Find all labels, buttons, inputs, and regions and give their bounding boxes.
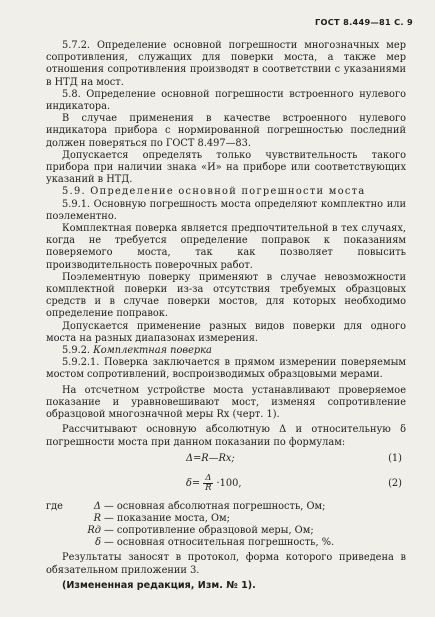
definition-symbol: Δ (93, 500, 101, 512)
section-heading-5-9-2 (46, 345, 406, 357)
formula-1-expression: Δ=R—Rх; (186, 452, 235, 464)
paragraph-5-9-1: 5.9.1. Основную погрешность моста определяют комплектно или поэлементно. (46, 198, 406, 222)
definition-symbol: R (93, 512, 101, 524)
paragraph-complete-verification: Комплектная поверка является предпочтительной в тех случаях, когда не требуется определение поправок к показаниям поверяемого моста, так как позволяет повысить производительность поверочных работ. (46, 223, 406, 271)
paragraph-calculation: Рассчитывают основную абсолютную Δ и относительную δ погрешности моста при данном показании по формулам: (46, 424, 406, 448)
definition-row (46, 513, 406, 525)
amendment-note: (Измененная редакция, Изм. № 1). (62, 579, 256, 591)
formula-2 (46, 472, 406, 498)
definition-text: — основная относительная погрешность, %. (104, 537, 335, 549)
definitions-lead: где (46, 500, 63, 512)
section-title: Комплектная поверка (93, 345, 212, 357)
formula-2-expression (186, 474, 241, 493)
fraction-denominator: R (205, 482, 212, 493)
formula-2-fraction (203, 474, 213, 493)
paragraph-allowed-methods: Допускается применение разных видов поверки для одного моста на разных диапазонах измерения. (46, 320, 406, 344)
definition-text: — сопротивление образцовой меры, Ом; (104, 525, 314, 537)
definition-symbol: δ (95, 537, 101, 549)
document-body (46, 40, 406, 592)
definition-row (46, 525, 406, 537)
paragraph-5-9-2-1: 5.9.2.1. Поверка заключается в прямом измерении поверяемым мостом сопротивлений, воспроизводимых образцовыми мерами. (46, 357, 406, 381)
formula-2-rhs: ·100, (216, 477, 242, 489)
definition-text: — показание моста, Ом; (104, 512, 230, 524)
definitions-list (46, 501, 406, 550)
paragraph-element-verification: Поэлементную поверку применяют в случае невозможности комплектной поверки из-за отсутствия требуемых образцовых средств и в случае поверки мостов, для которых необходимо определение поправок. (46, 271, 406, 320)
formula-1-number: (1) (388, 452, 402, 464)
definition-text: — основная абсолютная погрешность, Ом; (104, 500, 326, 512)
paragraph-results: Результаты заносят в протокол, форма которого приведена в обязательном приложении 3. (46, 552, 406, 576)
page-header: ГОСТ 8.449—81 С. 9 (314, 17, 413, 27)
formula-1 (46, 450, 406, 471)
paragraph-balancing: На отсчетном устройстве моста устанавливают проверяемое показание и уравновешивают мост, изменяя сопротивление образцовой многозначной меры Rх (черт. 1). (46, 384, 406, 421)
paragraph-sensitivity: Допускается определять только чувствительность такого прибора при наличии знака «И» на приборе или соответствующих указаний в НТД. (46, 149, 406, 186)
paragraph-5-8: 5.8. Определение основной погрешности встроенного нулевого индикатора. (46, 88, 406, 113)
definition-symbol: Rд (87, 525, 101, 537)
section-heading-5-9: 5.9. Определение основной погрешности моста (62, 186, 366, 198)
fraction-numerator: Δ (205, 472, 212, 483)
paragraph-5-7-2: 5.7.2. Определение основной погрешности многозначных мер сопротивления, служащих для поверки моста, а также мер отношения сопротивления производят в соответствии с указаниями в НТД на мост. (46, 40, 406, 88)
paragraph-builtin-indicator: В случае применения в качестве встроенного нулевого индикатора прибора с нормированной погрешностью последний должен поверяться по ГОСТ 8.497—83. (46, 113, 406, 149)
section-number: 5.9.2. (62, 345, 91, 357)
definition-row (46, 537, 406, 549)
definition-row (46, 501, 406, 513)
formula-2-number: (2) (388, 477, 402, 489)
formula-2-lhs: δ= (186, 477, 201, 489)
